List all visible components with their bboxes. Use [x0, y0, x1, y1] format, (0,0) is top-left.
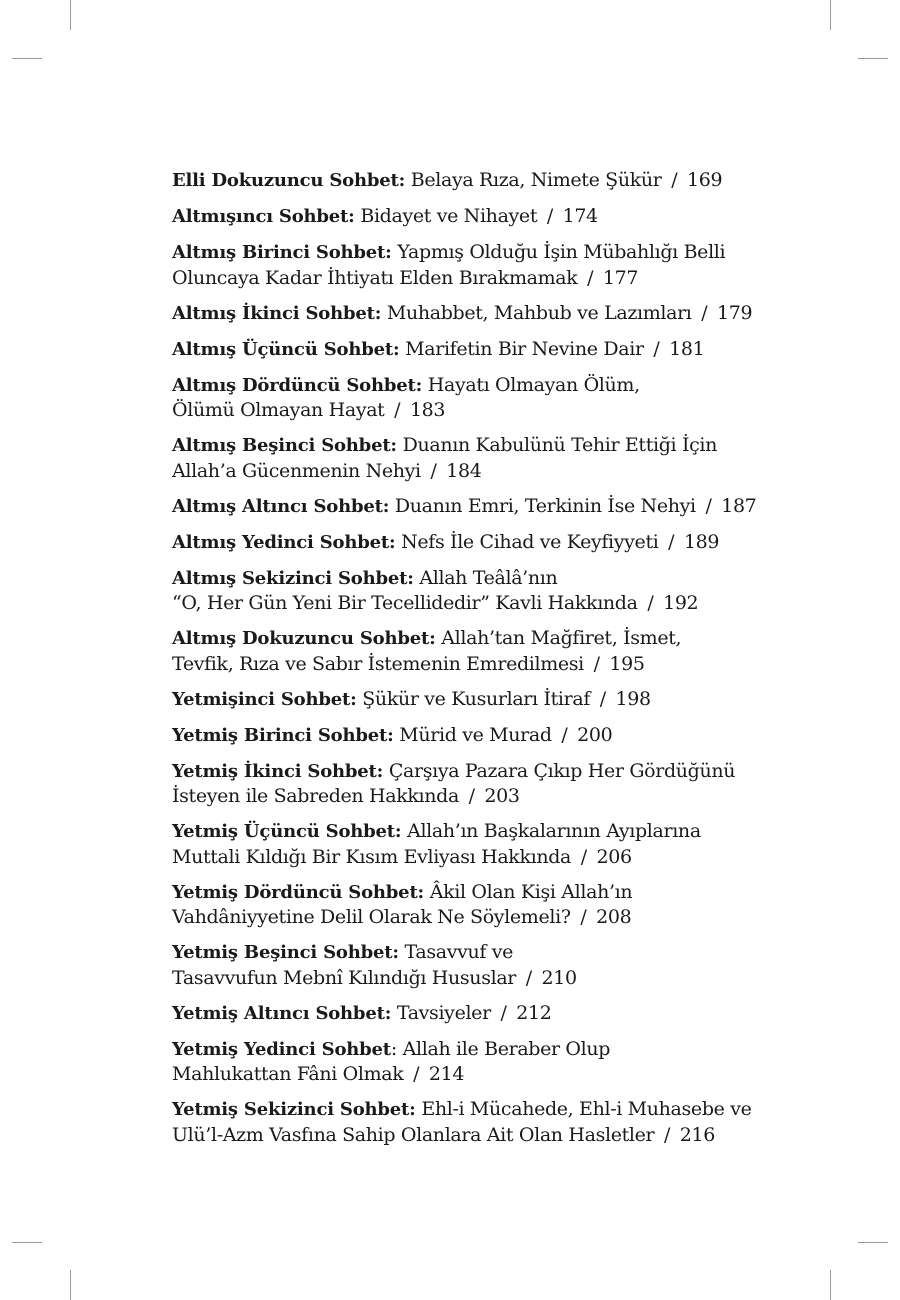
toc-entry-line [172, 905, 772, 930]
page-separator: / [587, 266, 594, 289]
page-separator: / [413, 1063, 420, 1085]
toc-entry-line [172, 433, 772, 459]
toc-entry [172, 373, 772, 423]
toc-entry-heading: Altmış Altıncı Sohbet: [172, 495, 390, 517]
toc-page-number: 169 [686, 169, 723, 191]
page-separator: / [671, 169, 678, 191]
toc-page-number: 198 [615, 687, 651, 710]
page-separator: / [647, 592, 654, 614]
crop-mark-bottom-right-horizontal [858, 1242, 888, 1243]
toc-entry [172, 337, 772, 363]
toc-entry [172, 819, 772, 869]
page-separator: / [394, 399, 401, 421]
toc-entry [172, 723, 772, 749]
toc-entry-title: Tasavvufun Mebnî Kılındığı Hususlar [172, 966, 517, 989]
page-separator: / [701, 301, 708, 324]
crop-mark-top-left-horizontal [12, 58, 42, 59]
toc-entry-heading-colon: : [390, 1037, 397, 1060]
toc-entry-title: Mürid ve Murad [399, 723, 552, 746]
page-separator: / [500, 1001, 507, 1024]
toc-entry [172, 433, 772, 483]
toc-entry-title: Mahlukattan Fâni Olmak [172, 1063, 404, 1085]
toc-entry-line [172, 759, 772, 785]
toc-entry-line [172, 204, 772, 230]
toc-page-number: 192 [663, 592, 699, 614]
toc-entry-heading: Altmış Yedinci Sohbet: [172, 531, 396, 553]
toc-entry-title: Âkil Olan Kişi Allah’ın [429, 880, 633, 903]
toc-entry [172, 626, 772, 676]
toc-entry-title: Bidayet ve Nihayet [360, 205, 538, 227]
page-separator: / [663, 1123, 671, 1146]
toc-entry-heading: Altmış İkinci Sohbet: [172, 302, 382, 324]
toc-entry-line [172, 1062, 772, 1087]
toc-entry-line [172, 459, 772, 484]
toc-entry-heading: Yetmiş Birinci Sohbet: [172, 724, 394, 746]
page-separator: / [561, 723, 568, 746]
toc-entry-heading: Yetmiş Yedinci Sohbet [172, 1038, 391, 1060]
toc-page-number: 179 [717, 301, 753, 324]
crop-mark-top-right-horizontal [858, 58, 888, 59]
toc-entry-title: Vahdâniyyetine Delil Olarak Ne Söylemeli? [172, 906, 571, 928]
toc-page-number: 177 [602, 266, 639, 289]
toc-entry-title: Allah Teâlâ’nın [419, 566, 558, 589]
toc-entry [172, 566, 772, 616]
toc-entry-line [172, 1001, 772, 1027]
crop-mark-top-left-vertical [70, 0, 71, 30]
toc-entry [172, 168, 772, 194]
toc-entry-line [172, 1123, 772, 1148]
toc-entry-line [172, 845, 772, 870]
page-separator: / [668, 530, 675, 553]
toc-entry-line [172, 784, 772, 809]
toc-entry-title: Allah ile Beraber Olup [402, 1037, 611, 1060]
toc-entry-title: Belaya Rıza, Nimete Şükür [410, 169, 662, 191]
toc-entry-heading: Elli Dokuzuncu Sohbet: [172, 170, 406, 191]
toc-entry-heading: Altmış Birinci Sohbet: [172, 242, 392, 263]
toc-page-number: 216 [679, 1123, 715, 1146]
toc-entry-line [172, 591, 772, 616]
toc-entry-title: Allah’tan Mağfiret, İsmet, [441, 627, 682, 649]
toc-entry [172, 759, 772, 809]
toc-entry-line [172, 373, 772, 399]
toc-page-number: 189 [683, 530, 720, 553]
toc-page-number: 208 [596, 906, 632, 928]
toc-entry-line [172, 687, 772, 713]
toc-entry-title: İsteyen ile Sabreden Hakkında [172, 785, 459, 807]
page-separator: / [653, 337, 660, 360]
toc-entry-line [172, 530, 772, 556]
crop-mark-top-right-vertical [830, 0, 831, 30]
toc-entry-title: Çarşıya Pazara Çıkıp Her Gördüğünü [388, 759, 736, 782]
toc-entry [172, 530, 772, 556]
toc-page-number: 181 [669, 337, 705, 360]
toc-entry-heading: Yetmiş Dördüncü Sohbet: [172, 881, 424, 903]
page-separator: / [525, 966, 532, 989]
toc-entry-title: Duanın Emri, Terkinin İse Nehyi [394, 494, 696, 517]
toc-entry-title: Muhabbet, Mahbub ve Lazımları [386, 301, 692, 324]
toc-entry-title: Tasavvuf ve [404, 941, 514, 963]
crop-mark-bottom-left-horizontal [12, 1242, 42, 1243]
toc-page-number: 212 [516, 1001, 552, 1024]
toc-entry-title: Allah’ın Başkalarının Ayıplarına [407, 820, 701, 842]
toc-entry-title: Ulü’l-Azm Vasfına Sahip Olanlara Ait Olan Hasletler [172, 1123, 655, 1146]
toc-entry-line [172, 337, 772, 363]
crop-mark-bottom-right-vertical [830, 1270, 831, 1300]
toc-page-number: 200 [577, 723, 613, 746]
toc-entry-title: Oluncaya Kadar İhtiyatı Elden Bırakmamak [172, 266, 578, 289]
toc-entry [172, 494, 772, 520]
page-separator: / [705, 494, 712, 517]
toc-entry-line [172, 566, 772, 592]
toc-entry-heading: Yetmiş Beşinci Sohbet: [172, 942, 399, 963]
toc-entry-heading: Yetmiş Üçüncü Sohbet: [172, 821, 402, 842]
toc-entry-heading: Yetmiş Altıncı Sohbet: [172, 1002, 392, 1024]
toc-entry-title: Hayatı Olmayan Ölüm, [427, 373, 640, 396]
toc-entry-title: Yapmış Olduğu İşin Mübahlığı Belli [397, 241, 726, 263]
toc-page-number: 183 [409, 399, 446, 421]
toc-entry-heading: Altmışıncı Sohbet: [172, 206, 355, 227]
toc-entry-title: Muttali Kıldığı Bir Kısım Evliyası Hakkında [172, 845, 572, 868]
toc-entry-line [172, 626, 772, 652]
toc-entry-heading: Altmış Dokuzuncu Sohbet: [172, 628, 436, 649]
toc-entry-line [172, 819, 772, 845]
toc-entry-line [172, 1097, 772, 1123]
toc-page-number: 206 [596, 845, 632, 868]
toc-entry-title: Nefs İle Cihad ve Keyfiyyeti [401, 530, 659, 553]
toc-entry [172, 940, 772, 990]
page-separator: / [599, 687, 606, 710]
toc-entry-title: Ehl-i Mücahede, Ehl-i Muhasebe ve [421, 1098, 752, 1120]
page-separator: / [580, 845, 587, 868]
toc-entry-line [172, 168, 772, 194]
table-of-contents [172, 168, 772, 1158]
toc-entry-line [172, 940, 772, 966]
toc-entry [172, 1097, 772, 1147]
toc-entry-heading: Altmış Dördüncü Sohbet: [172, 374, 423, 396]
toc-entry [172, 204, 772, 230]
toc-entry [172, 1001, 772, 1027]
toc-entry-heading: Altmış Sekizinci Sohbet: [172, 567, 414, 589]
toc-page-number: 214 [428, 1063, 465, 1085]
toc-page-number: 184 [446, 459, 482, 482]
toc-entry [172, 301, 772, 327]
toc-entry-title: Tevfik, Rıza ve Sabır İstemenin Emredilmesi [172, 652, 584, 675]
toc-entry-line [172, 398, 772, 423]
toc-entry-line [172, 494, 772, 520]
toc-page-number: 210 [541, 966, 577, 989]
toc-page-number: 203 [484, 785, 520, 807]
page-separator: / [593, 652, 600, 675]
toc-entry-line [172, 966, 772, 991]
toc-entry-line [172, 1037, 772, 1063]
crop-mark-bottom-left-vertical [70, 1270, 71, 1300]
toc-entry-line [172, 652, 772, 677]
toc-entry-title: Marifetin Bir Nevine Dair [405, 337, 644, 360]
toc-entry-title: Allah’a Gücenmenin Nehyi [172, 459, 421, 482]
toc-entry-title: Duanın Kabulünü Tehir Ettiği İçin [402, 434, 718, 456]
toc-entry-line [172, 301, 772, 327]
page-separator: / [430, 459, 437, 482]
toc-entry-heading: Yetmiş Sekizinci Sohbet: [172, 1099, 416, 1120]
toc-entry [172, 687, 772, 713]
toc-entry-title: Şükür ve Kusurları İtiraf [362, 687, 591, 710]
toc-entry-heading: Yetmişinci Sohbet: [172, 688, 357, 710]
page-separator: / [546, 205, 553, 227]
toc-entry-line [172, 240, 772, 266]
toc-entry [172, 880, 772, 930]
toc-page-number: 187 [721, 494, 757, 517]
toc-page-number: 195 [609, 652, 645, 675]
toc-entry-title: “O, Her Gün Yeni Bir Tecellidedir” Kavli Hakkında [172, 592, 638, 614]
toc-entry [172, 240, 772, 290]
toc-entry-title: Tavsiyeler [396, 1001, 491, 1024]
toc-entry-title: Ölümü Olmayan Hayat [172, 399, 385, 421]
page-separator: / [580, 906, 587, 928]
toc-entry-heading: Altmış Beşinci Sohbet: [172, 435, 397, 456]
page-separator: / [468, 785, 475, 807]
toc-page-number: 174 [562, 205, 598, 227]
toc-entry [172, 1037, 772, 1087]
toc-entry-line [172, 723, 772, 749]
toc-entry-heading: Altmış Üçüncü Sohbet: [172, 338, 400, 360]
toc-entry-line [172, 880, 772, 906]
toc-entry-line [172, 266, 772, 291]
toc-entry-heading: Yetmiş İkinci Sohbet: [172, 760, 384, 782]
